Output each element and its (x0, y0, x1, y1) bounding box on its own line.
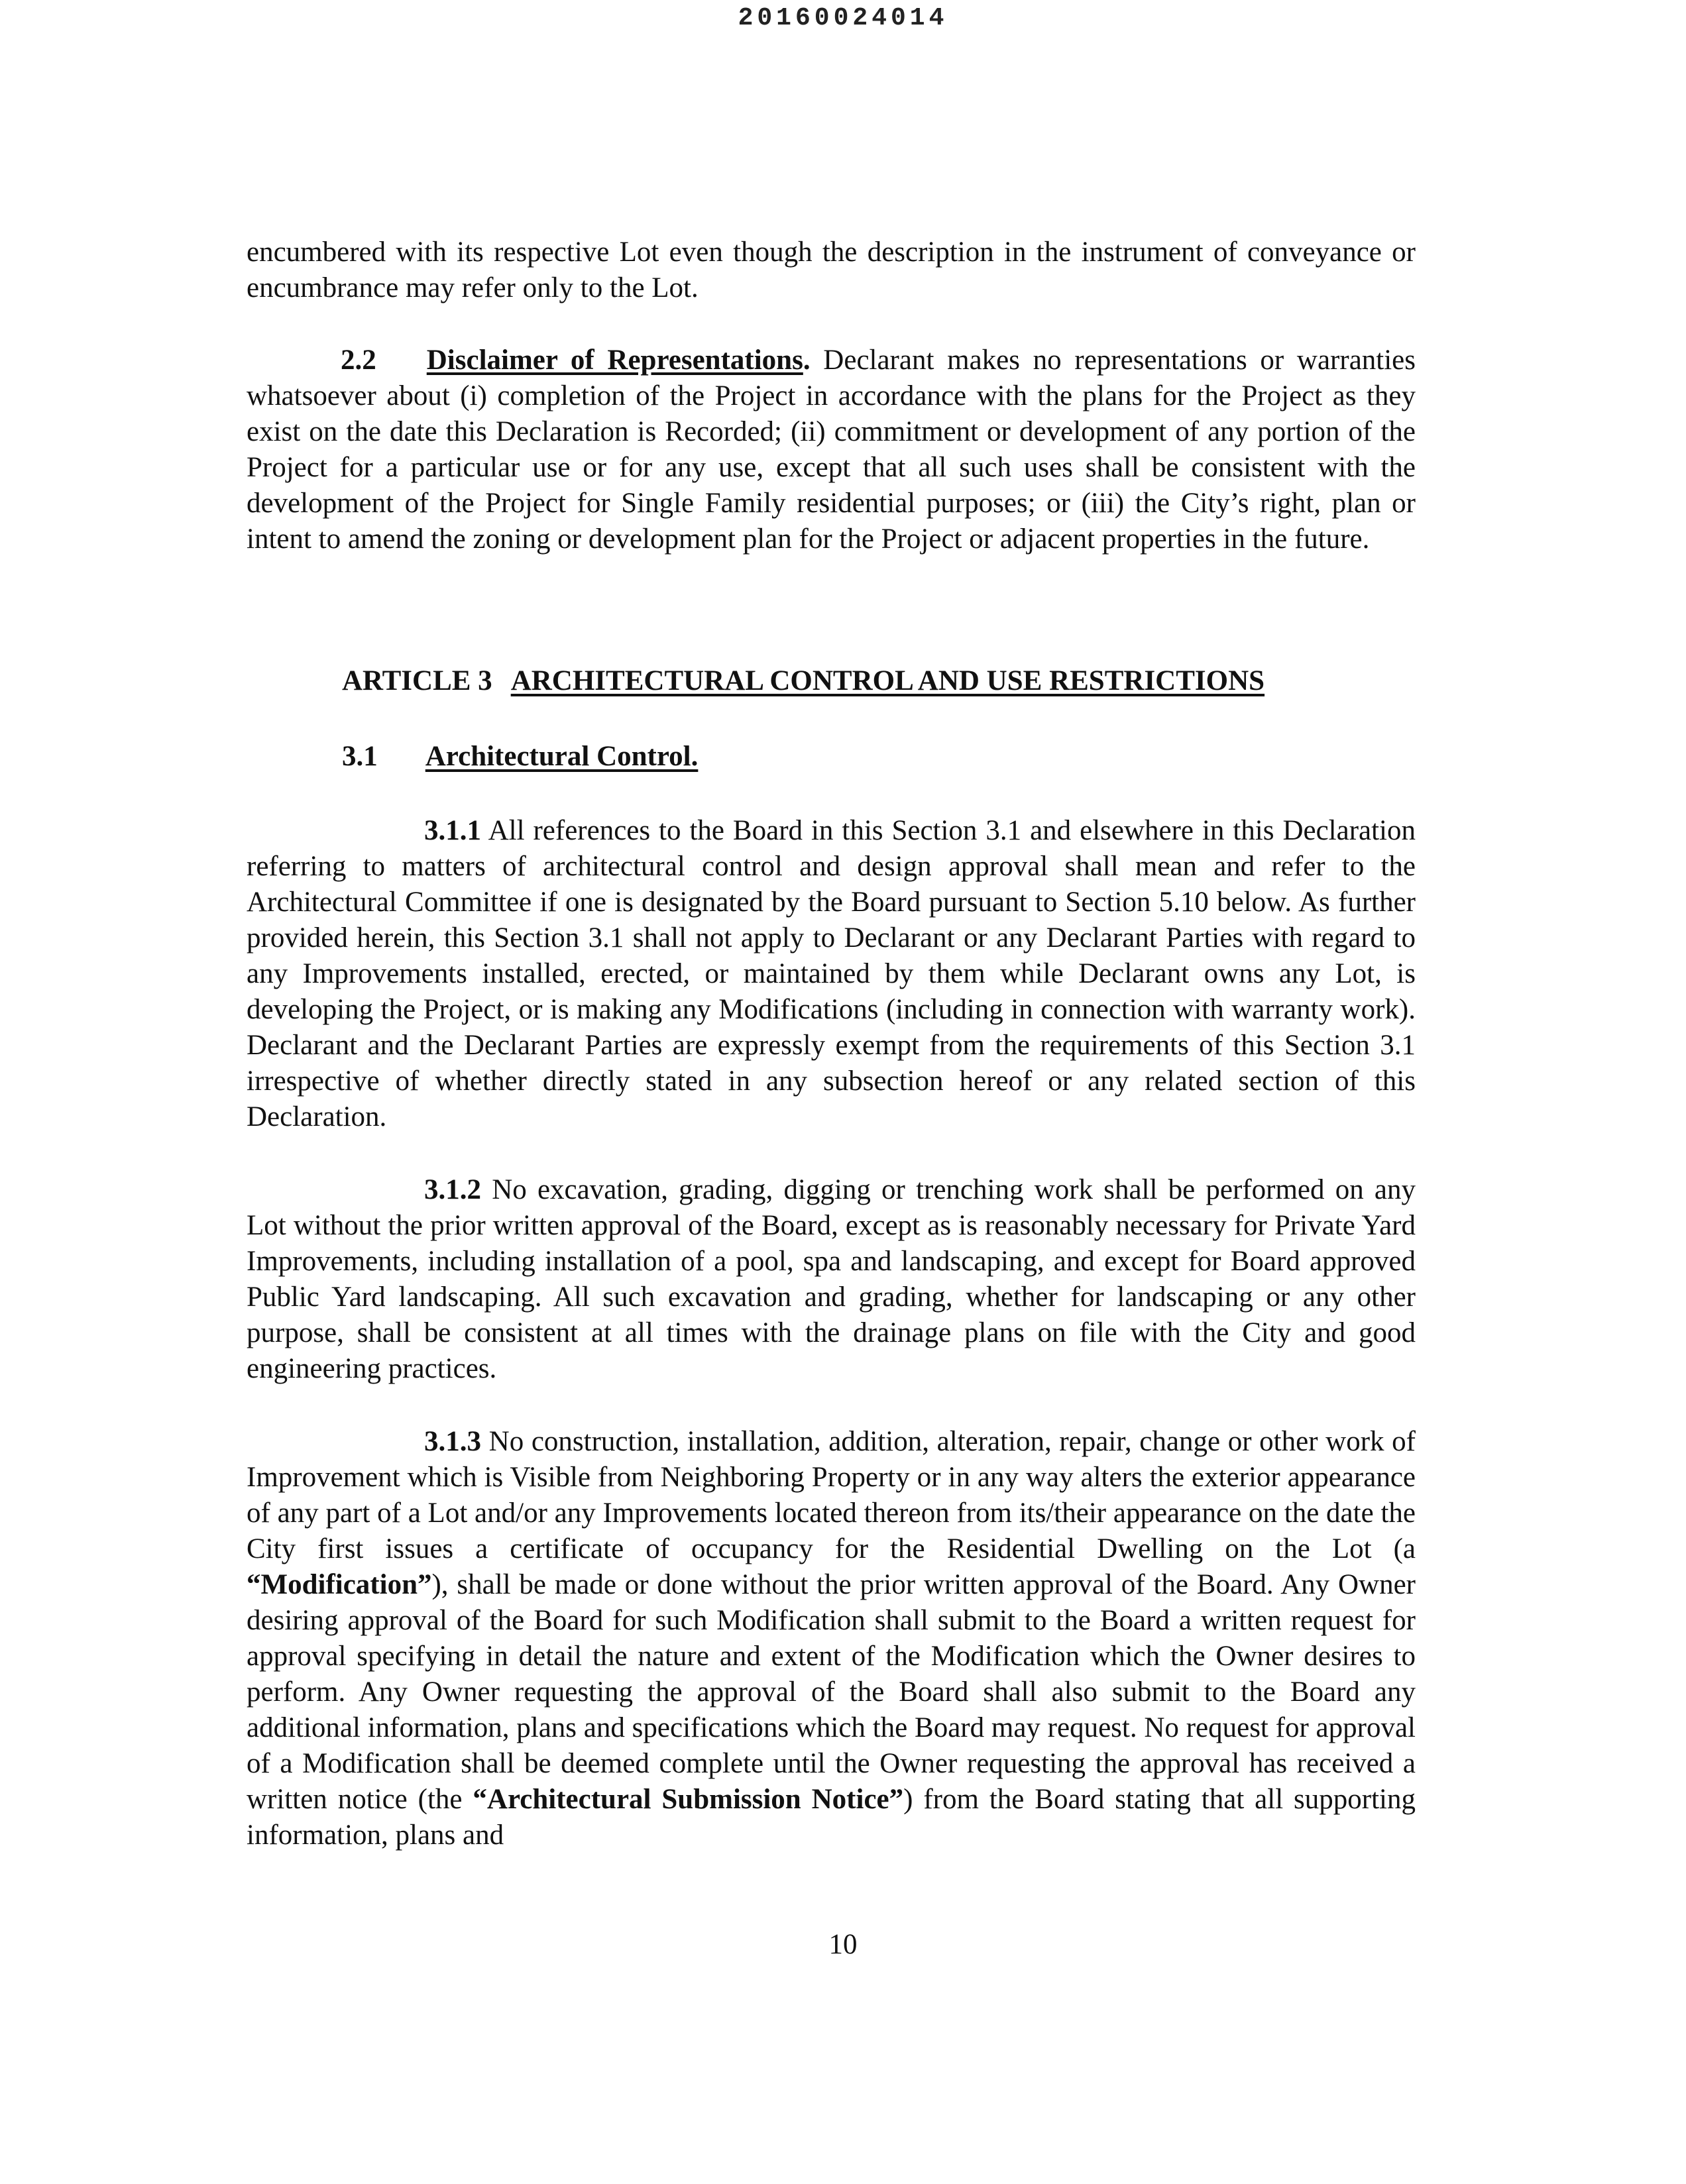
section-3-1-title: Architectural Control. (425, 741, 699, 772)
architectural-submission-notice-term: “Architectural Submission Notice” (473, 1784, 904, 1815)
section-2-2-text: Declarant makes no representations or warranties whatsoever about (i) completion of the Project in accordance with the plans for the Project as they exist on the date this Declaration is Recorded; (ii) commitment or development of any portion of the Project for a particular use or for any use, except that all such uses shall be consistent with the development of the Project for Single Family residential purposes; or (iii) the City’s right, plan or intent to amend the zoning or development plan for the Project or adjacent properties in the future. (247, 345, 1416, 555)
section-3-1-3-paragraph (247, 1424, 1416, 1853)
section-3-1-number: 3.1 (342, 741, 378, 772)
section-3-1-3-text-a: No construction, installation, addition, alteration, repair, change or other work of Improvement which is Visible from Neighboring Property or in any way alters the exterior appearance of any part of a Lot and/or any Improvements located thereon from its/their appearance on the date the City first issues a certificate of occupancy for the Residential Dwelling on the Lot (a (247, 1426, 1416, 1564)
document-number: 20160024014 (738, 4, 948, 32)
section-2-2-title: Disclaimer of Representations (426, 345, 803, 376)
section-3-1-1-number: 3.1.1 (424, 815, 481, 846)
article-title: ARCHITECTURAL CONTROL AND USE RESTRICTIONS (510, 665, 1265, 696)
modification-term: “Modification” (247, 1569, 432, 1600)
section-3-1-2-text: No excavation, grading, digging or trenching work shall be performed on any Lot without the prior written approval of the Board, except as is reasonably necessary for Private Yard Improvements, including installation of a pool, spa and landscaping, and except for Board approved Public Yard landscaping. All such excavation and grading, whether for landscaping or any other purpose, shall be consistent at all times with the drainage plans on file with the City and good engineering practices. (247, 1174, 1416, 1384)
section-3-1-1-text: All references to the Board in this Section 3.1 and elsewhere in this Declaration referring to matters of architectural control and design approval shall mean and refer to the Architectural Committee if one is designated by the Board pursuant to Section 5.10 below. As further provided herein, this Section 3.1 shall not apply to Declarant or any Declarant Parties with regard to any Improvements installed, erected, or maintained by them while Declarant owns any Lot, is developing the Project, or is making any Modifications (including in connection with warranty work). Declarant and the Declarant Parties are expressly exempt from the requirements of this Section 3.1 irrespective of whether directly stated in any subsection hereof or any related section of this Declaration. (247, 815, 1416, 1132)
section-3-1-3-text-c: ) from the Board stating that all supporting information, plans and (247, 1784, 1416, 1851)
section-3-1-2-paragraph (247, 1172, 1416, 1387)
section-2-2-paragraph: 2.2 Disclaimer of Representations. Declarant makes no representations or warranties whatsoever about (i) completion of the Project in accordance with the plans for the Project as they exist on the date this Declaration is Recorded; (ii) commitment or development of any portion of the Project for a particular use or for any use, except that all such uses shall be consistent with the development of the Project for Single Family residential purposes; or (iii) the City’s right, plan or intent to amend the zoning or development plan for the Project or adjacent properties in the future. (247, 345, 1416, 555)
section-2-2-number: 2.2 (341, 345, 376, 376)
continuation-text: encumbered with its respective Lot even though the description in the instrument of conveyance or encumbrance may refer only to the Lot. (247, 237, 1416, 303)
section-3-1-3-number: 3.1.3 (424, 1426, 481, 1457)
section-3-1-1-paragraph (247, 813, 1416, 1135)
article-heading (342, 665, 1264, 697)
page-number: 10 (828, 1929, 858, 1960)
section-3-1-3-text-b: ), shall be made or done without the prior written approval of the Board. Any Owner desiring approval of the Board for such Modification shall submit to the Board a written request for approval specifying in detail the nature and extent of the Modification which the Owner desires to perform. Any Owner requesting the approval of the Board shall also submit to the Board any additional information, plans and specifications which the Board may request. No request for approval of a Modification shall be deemed complete until the Owner requesting the approval has received a written notice (the (247, 1569, 1416, 1815)
section-3-1-heading (342, 740, 698, 773)
section-3-1-2-number: 3.1.2 (424, 1174, 481, 1205)
continuation-paragraph (247, 235, 1416, 306)
article-number: ARTICLE 3 (342, 665, 492, 696)
